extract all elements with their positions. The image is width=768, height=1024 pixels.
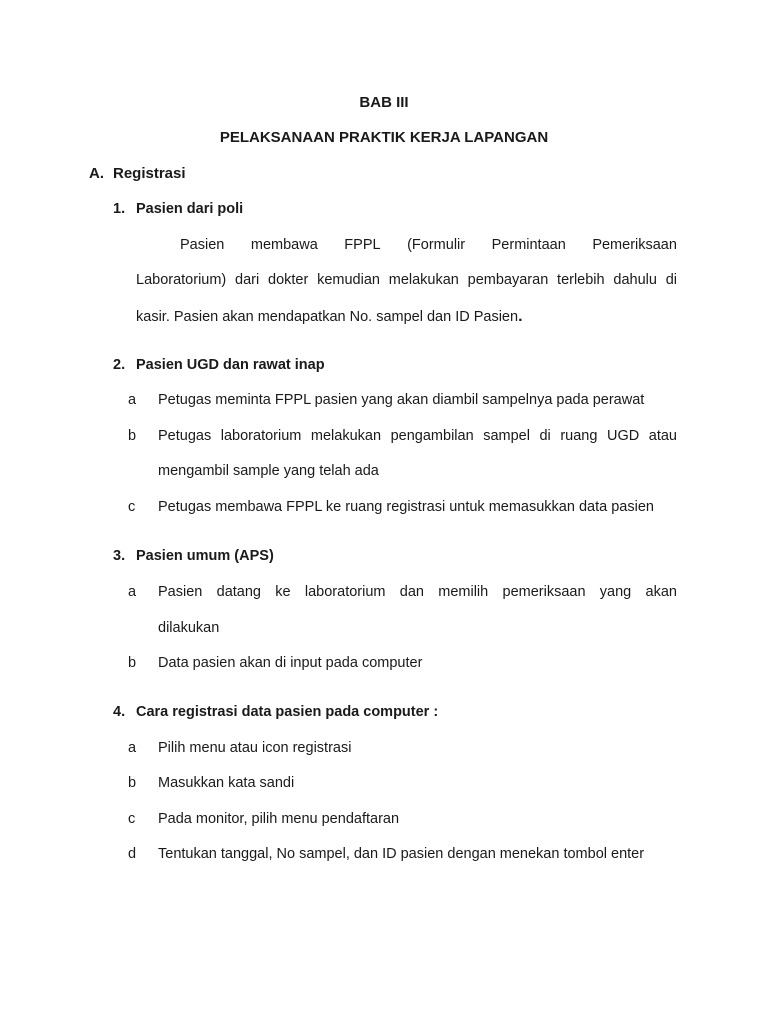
item-2-subitem-c-letter: c [128,499,136,515]
item-1-paragraph-line-1 [180,237,677,253]
section-a-marker: A. [89,165,104,182]
item-3-subitem-a-text-line-1: Pasien datang ke laboratorium dan memilih pemeriksaan yang akan [158,584,677,600]
word: membawa [250,237,318,253]
item-2-subitem-a-letter: a [128,392,137,408]
item-3-subitem-a-text-line-2: dilakukan [158,620,220,636]
item-4-subitem-c-letter: c [128,811,136,827]
item-3-subitem-b-letter: b [128,655,137,671]
item-4-subitem-a-text: Pilih menu atau icon registrasi [158,740,352,756]
item-2-subitem-a-text: Petugas meminta FPPL pasien yang akan diambil sampelnya pada perawat [158,392,645,408]
chapter-title: PELAKSANAAN PRAKTIK KERJA LAPANGAN [219,129,549,146]
item-2-subitem-c-text: Petugas membawa FPPL ke ruang registrasi untuk memasukkan data pasien [158,499,654,515]
item-4-subitem-d-text: Tentukan tanggal, No sampel, dan ID pasien dengan menekan tombol enter [158,846,645,862]
item-3-subitem-a-letter: a [128,584,137,600]
item-3-marker: 3. [113,548,126,564]
item-4-subitem-b-letter: b [128,775,137,791]
item-2-heading: Pasien UGD dan rawat inap [136,357,325,373]
word: Permintaan [491,237,566,253]
word: Pasien [180,237,225,253]
item-2-subitem-b-text-line-2: mengambil sample yang telah ada [158,463,379,479]
word: Pemeriksaan [592,237,677,253]
word: (Formulir [407,237,466,253]
item-2-marker: 2. [113,357,126,373]
item-1-paragraph-line-3 [136,308,523,326]
item-3-subitem-b-text: Data pasien akan di input pada computer [158,655,423,671]
item-4-subitem-d-letter: d [128,846,137,862]
word: FPPL [344,237,381,253]
item-1-paragraph-period: . [518,308,523,325]
item-1-heading: Pasien dari poli [136,201,244,217]
item-2-subitem-b-letter: b [128,428,137,444]
item-4-subitem-c-text: Pada monitor, pilih menu pendaftaran [158,811,400,827]
item-1-marker: 1. [113,201,126,217]
section-a-heading: Registrasi [113,165,186,182]
item-4-subitem-b-text: Masukkan kata sandi [158,775,295,791]
item-3-heading: Pasien umum (APS) [136,548,274,564]
item-1-paragraph-line-2: Laboratorium) dari dokter kemudian melakukan pembayaran terlebih dahulu di [136,272,677,288]
item-4-subitem-a-letter: a [128,740,137,756]
item-4-marker: 4. [113,704,126,720]
chapter-number: BAB III [359,94,409,111]
item-2-subitem-b-text-line-1: Petugas laboratorium melakukan pengambilan sampel di ruang UGD atau [158,428,677,444]
item-1-paragraph-line-3-text: kasir. Pasien akan mendapatkan No. sampel dan ID Pasien [136,309,519,325]
item-4-heading: Cara registrasi data pasien pada computer : [136,704,439,720]
